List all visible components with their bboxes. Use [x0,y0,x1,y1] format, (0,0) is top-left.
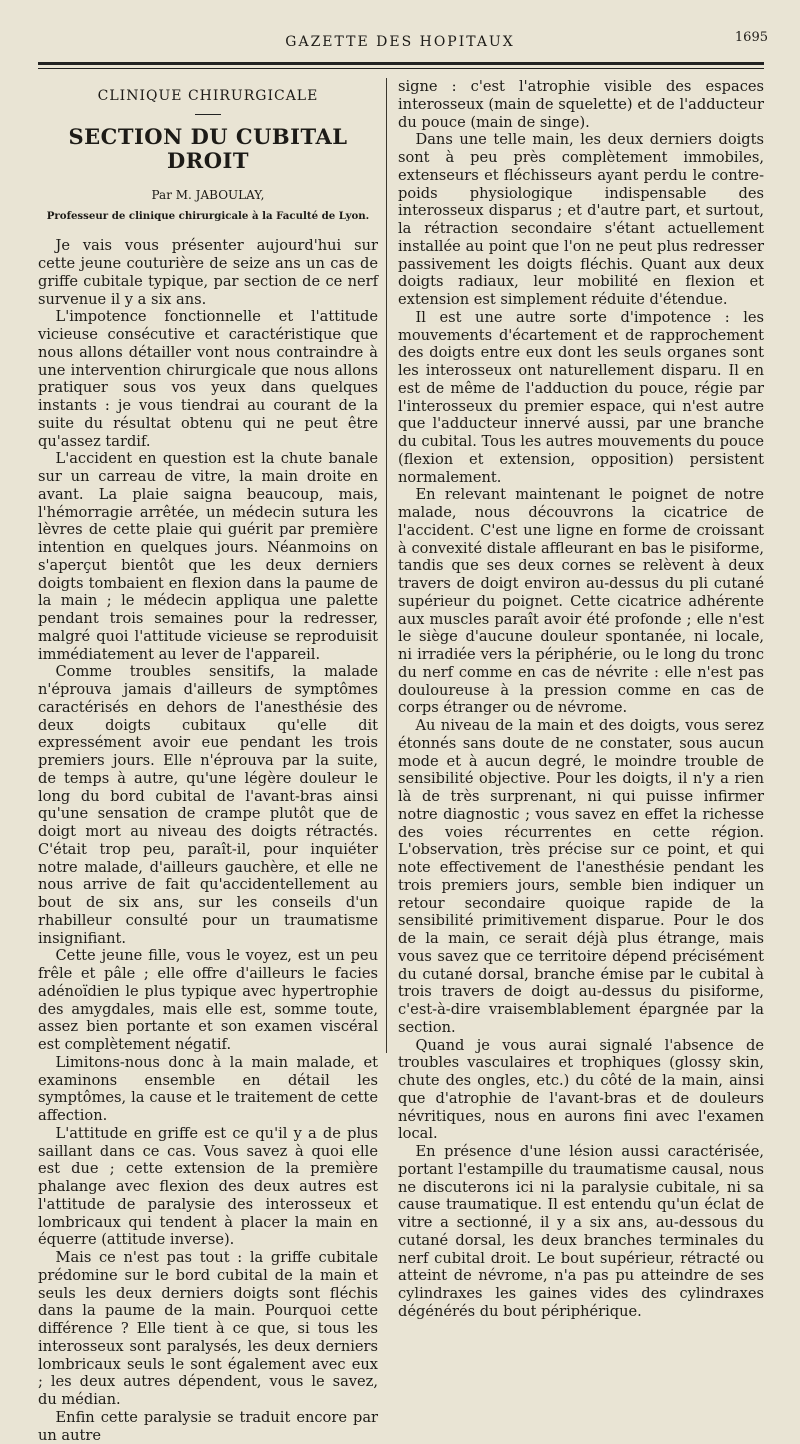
paragraph: Comme troubles sensitifs, la malade n'éprouva jamais d'ailleurs de symptômes caractérisés en dehors de l'anesthésie des deux doigts cubitaux qu'elle dit expressément avoir eue pendant les trois premiers jours. Elle n'éprouva par la suite, de temps à autre, qu'une légère douleur le long du bord cubital de l'avant-bras ainsi qu'une sensation de crampe plutôt que de doigt mort au niveau des doigts rétractés. C'était trop peu, paraît-il, pour inquiéter notre malade, d'ailleurs gauchère, et elle ne nous arrive de fait qu'accidentellement au bout de six ans, sur les conseils d'un rhabilleur consulté pour un traumatisme insignifiant. [38,663,378,947]
header-rule-thin [38,68,764,69]
paragraph: Cette jeune fille, vous le voyez, est un peu frêle et pâle ; elle offre d'ailleurs le facies adénoïdien le plus typique avec hypertrophie des amygdales, mais elle est, somme toute, assez bien portante et son examen viscéral est complètement négatif. [38,947,378,1053]
right-column [398,78,764,1321]
paragraph: En relevant maintenant le poignet de notre malade, nous découvrons la cicatrice de l'accident. C'est une ligne en forme de croissant à convexité distale affleurant en bas le pisiforme, tandis que ses deux cornes se relèvent à deux travers de doigt environ au-dessus du pli cutané supérieur du poignet. Cette cicatrice adhérente aux muscles paraît avoir été profonde ; elle n'est le siège d'aucune douleur spontanée, ni locale, ni irradiée vers la périphérie, ou le long du tronc du nerf comme en cas de névrite : elle n'est pas douloureuse à la pression comme en cas de corps étranger ou de névrome. [398,486,764,717]
left-column [38,78,378,1444]
paragraph: Quand je vous aurai signalé l'absence de troubles vasculaires et trophiques (glossy skin, chute des ongles, etc.) du côté de la main, ainsi que d'atrophie de l'avant-bras et de douleurs névritiques, nous en aurons fini avec l'examen local. [398,1036,764,1143]
column-divider [386,78,387,1053]
paragraph: Je vais vous présenter aujourd'hui sur cette jeune couturière de seize ans un cas de griffe cubitale typique, par section de ce nerf survenue il y a six ans. [38,237,378,308]
title-divider [195,114,221,115]
paragraph: signe : c'est l'atrophie visible des espaces interosseux (main de squelette) et de l'adducteur du pouce (main de singe). [398,78,764,131]
author-line: Par M. JABOULAY, [151,187,265,202]
paragraph: Limitons-nous donc à la main malade, et examinons ensemble en détail les symptômes, la cause et le traitement de cette affection. [38,1053,378,1124]
header-rule-thick [38,62,764,65]
paragraph: En présence d'une lésion aussi caractérisée, portant l'estampille du traumatisme causal, nous ne discuterons ici ni la paralysie cubitale, ni sa cause traumatique. Il est entendu qu'un éclat de vitre a sectionné, il y a six ans, au-dessous du cutané dorsal, les deux branches terminales du nerf cubital droit. Le bout supérieur, rétracté ou atteint de névrome, n'a pas pu atteindre de ses cylindraxes les gaines vides des cylindraxes dégénérés du bout périphérique. [398,1143,764,1320]
paragraph: Il est une autre sorte d'impotence : les mouvements d'écartement et de rapprochement des doigts entre eux dont les seuls organes sont les interosseux ont naturellement disparu. Il en est de même de l'adduction du pouce, régie par l'interosseux du premier espace, qui n'est autre que l'adducteur innervé aussi, par une branche du cubital. Tous les autres mouvements du pouce (flexion et extension, opposition) persistent normalement. [398,308,765,486]
journal-title: GAZETTE DES HOPITAUX [285,34,515,50]
paragraph: Dans une telle main, les deux derniers doigts sont à peu près complètement immobiles, extenseurs et fléchisseurs ayant perdu le contre-poids physiologique indispensable des interosseux disparus ; et d'autre part, et surtout, la rétraction secondaire s'étant actuellement installée au point que l'on ne peut plus redresser passivement les doigts fléchis. Quant aux deux doigts radiaux, leur mobilité en flexion et extension est simplement réduite d'étendue. [398,131,764,308]
paragraph: L'attitude en griffe est ce qu'il y a de plus saillant dans ce cas. Vous savez à quoi elle est due ; cette extension de la première phalange avec flexion des deux autres est l'attitude de paralysie des interosseux et lombricaux qui tendent à placer la main en équerre (attitude inverse). [38,1124,378,1249]
paragraph: L'impotence fonctionnelle et l'attitude vicieuse consécutive et caractéristique que nous allons détailler vont nous contraindre à une intervention chirurgicale que nous allons pratiquer sous vos yeux dans quelques instants : je vous tiendrai au courant de la suite du résultat obtenu qui ne peut être qu'assez tardif. [38,308,378,450]
running-header [0,30,800,54]
page-number: 1695 [734,30,768,45]
paragraph: Mais ce n'est pas tout : la griffe cubitale prédomine sur le bord cubital de la main et seuls les deux derniers doigts sont fléchis dans la paume de la main. Pourquoi cette différence ? Elle tient à ce que, si tous les interosseux sont paralysés, les deux derniers lombricaux seuls le sont également avec eux ; les deux autres dépendent, vous le savez, du médian. [38,1249,378,1408]
article-title: SECTION DU CUBITAL DROIT [68,123,348,173]
paragraph: Au niveau de la main et des doigts, vous serez étonnés sans doute de ne constater, sous aucun mode et à aucun degré, le moindre trouble de sensibilité objective. Pour les doigts, il n'y a rien là de très surprenant, ni qui puisse infirmer notre diagnostic ; vous savez en effet la richesse des voies récurrentes en cette région. L'observation, très précise sur ce point, et qui note effectivement de l'anesthésie pendant les trois premiers jours, semble bien indiquer un retour secondaire quoique rapide de la sensibilité primitivement disparue. Pour le dos de la main, ce serait déjà plus étrange, mais vous savez que ce territoire dépend précisément du cutané dorsal, branche émise par le cubital à trois travers de doigt au-dessus du pisiforme, c'est-à-dire vraisemblablement épargnée par la section. [398,717,764,1036]
paragraph: L'accident en question est la chute banale sur un carreau de vitre, la main droite en avant. La plaie saigna beaucoup, mais, l'hémorragie arrêtée, un médecin sutura les lèvres de cette plaie qui guérit par première intention en quelques jours. Néanmoins on s'aperçut bientôt que les deux derniers doigts tombaient en flexion dans la paume de la main ; le médecin appliqua une palette pendant trois semaines pour la redresser, malgré quoi l'attitude vicieuse se reproduisit immédiatement au lever de l'appareil. [38,450,378,663]
author-affiliation: Professeur de clinique chirurgicale à la Faculté de Lyon. [46,209,370,222]
section-label: CLINIQUE CHIRURGICALE [97,88,319,104]
paragraph: Enfin cette paralysie se traduit encore par un autre [38,1408,378,1444]
